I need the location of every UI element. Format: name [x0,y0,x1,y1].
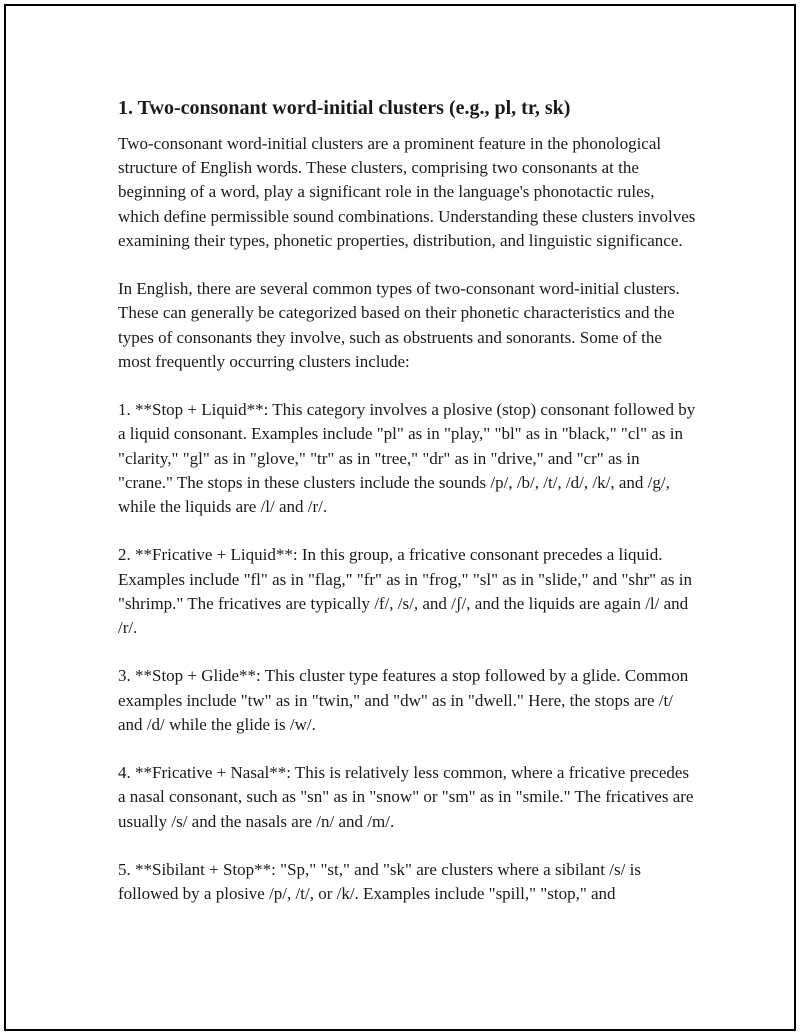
page-frame [4,4,796,1031]
stop-liquid-paragraph: 1. **Stop + Liquid**: This category involves a plosive (stop) consonant followed by a liquid consonant. Examples include "pl" as in "play," "bl" as in "black," "cl" as in "clarity," "gl" as in "glove," "tr" as in "tree," "dr" as in "drive," and "cr" as in "crane." The stops in these clusters include the sounds /p/, /b/, /t/, /d/, /k/, and /g/, while the liquids are /l/ and /r/. [118,400,696,517]
fricative-nasal-paragraph: 4. **Fricative + Nasal**: This is relatively less common, where a fricative precedes a nasal consonant, such as "sn" as in "snow" or "sm" as in "smile." The fricatives are usually /s/ and the nasals are /n/ and /m/. [118,763,694,831]
intro-paragraph: Two-consonant word-initial clusters are a prominent feature in the phonological structure of English words. These clusters, comprising two consonants at the beginning of a word, play a significant role in the language's phonotactic rules, which define permissible sound combinations. Understanding these clusters involves examining their types, phonetic properties, distribution, and linguistic significance. [118,134,696,250]
sibilant-stop-paragraph: 5. **Sibilant + Stop**: "Sp," "st," and "sk" are clusters where a sibilant /s/ is followed by a plosive /p/, /t/, or /k/. Examples include "spill," "stop," and [118,860,641,904]
stop-glide-paragraph: 3. **Stop + Glide**: This cluster type features a stop followed by a glide. Common examples include "tw" as in "twin," and "dw" as in "dwell." Here, the stops are /t/ and /d/ while the glide is /w/. [118,666,689,734]
section-heading: 1. Two-consonant word-initial clusters (e.g., pl, tr, sk) [118,97,571,119]
fricative-liquid-paragraph: 2. **Fricative + Liquid**: In this group, a fricative consonant precedes a liquid. Examples include "fl" as in "flag," "fr" as in "frog," "sl" as in "slide," and "shr" as in "shrimp." The fricatives are typically /f/, /s/, and /ʃ/, and the liquids are again /l/ and /r/. [118,545,692,638]
types-paragraph: In English, there are several common types of two-consonant word-initial clusters. These can generally be categorized based on their phonetic characteristics and the types of consonants they involve, such as obstruents and sonorants. Some of the most frequently occurring clusters include: [118,279,680,371]
document-body [118,94,698,931]
